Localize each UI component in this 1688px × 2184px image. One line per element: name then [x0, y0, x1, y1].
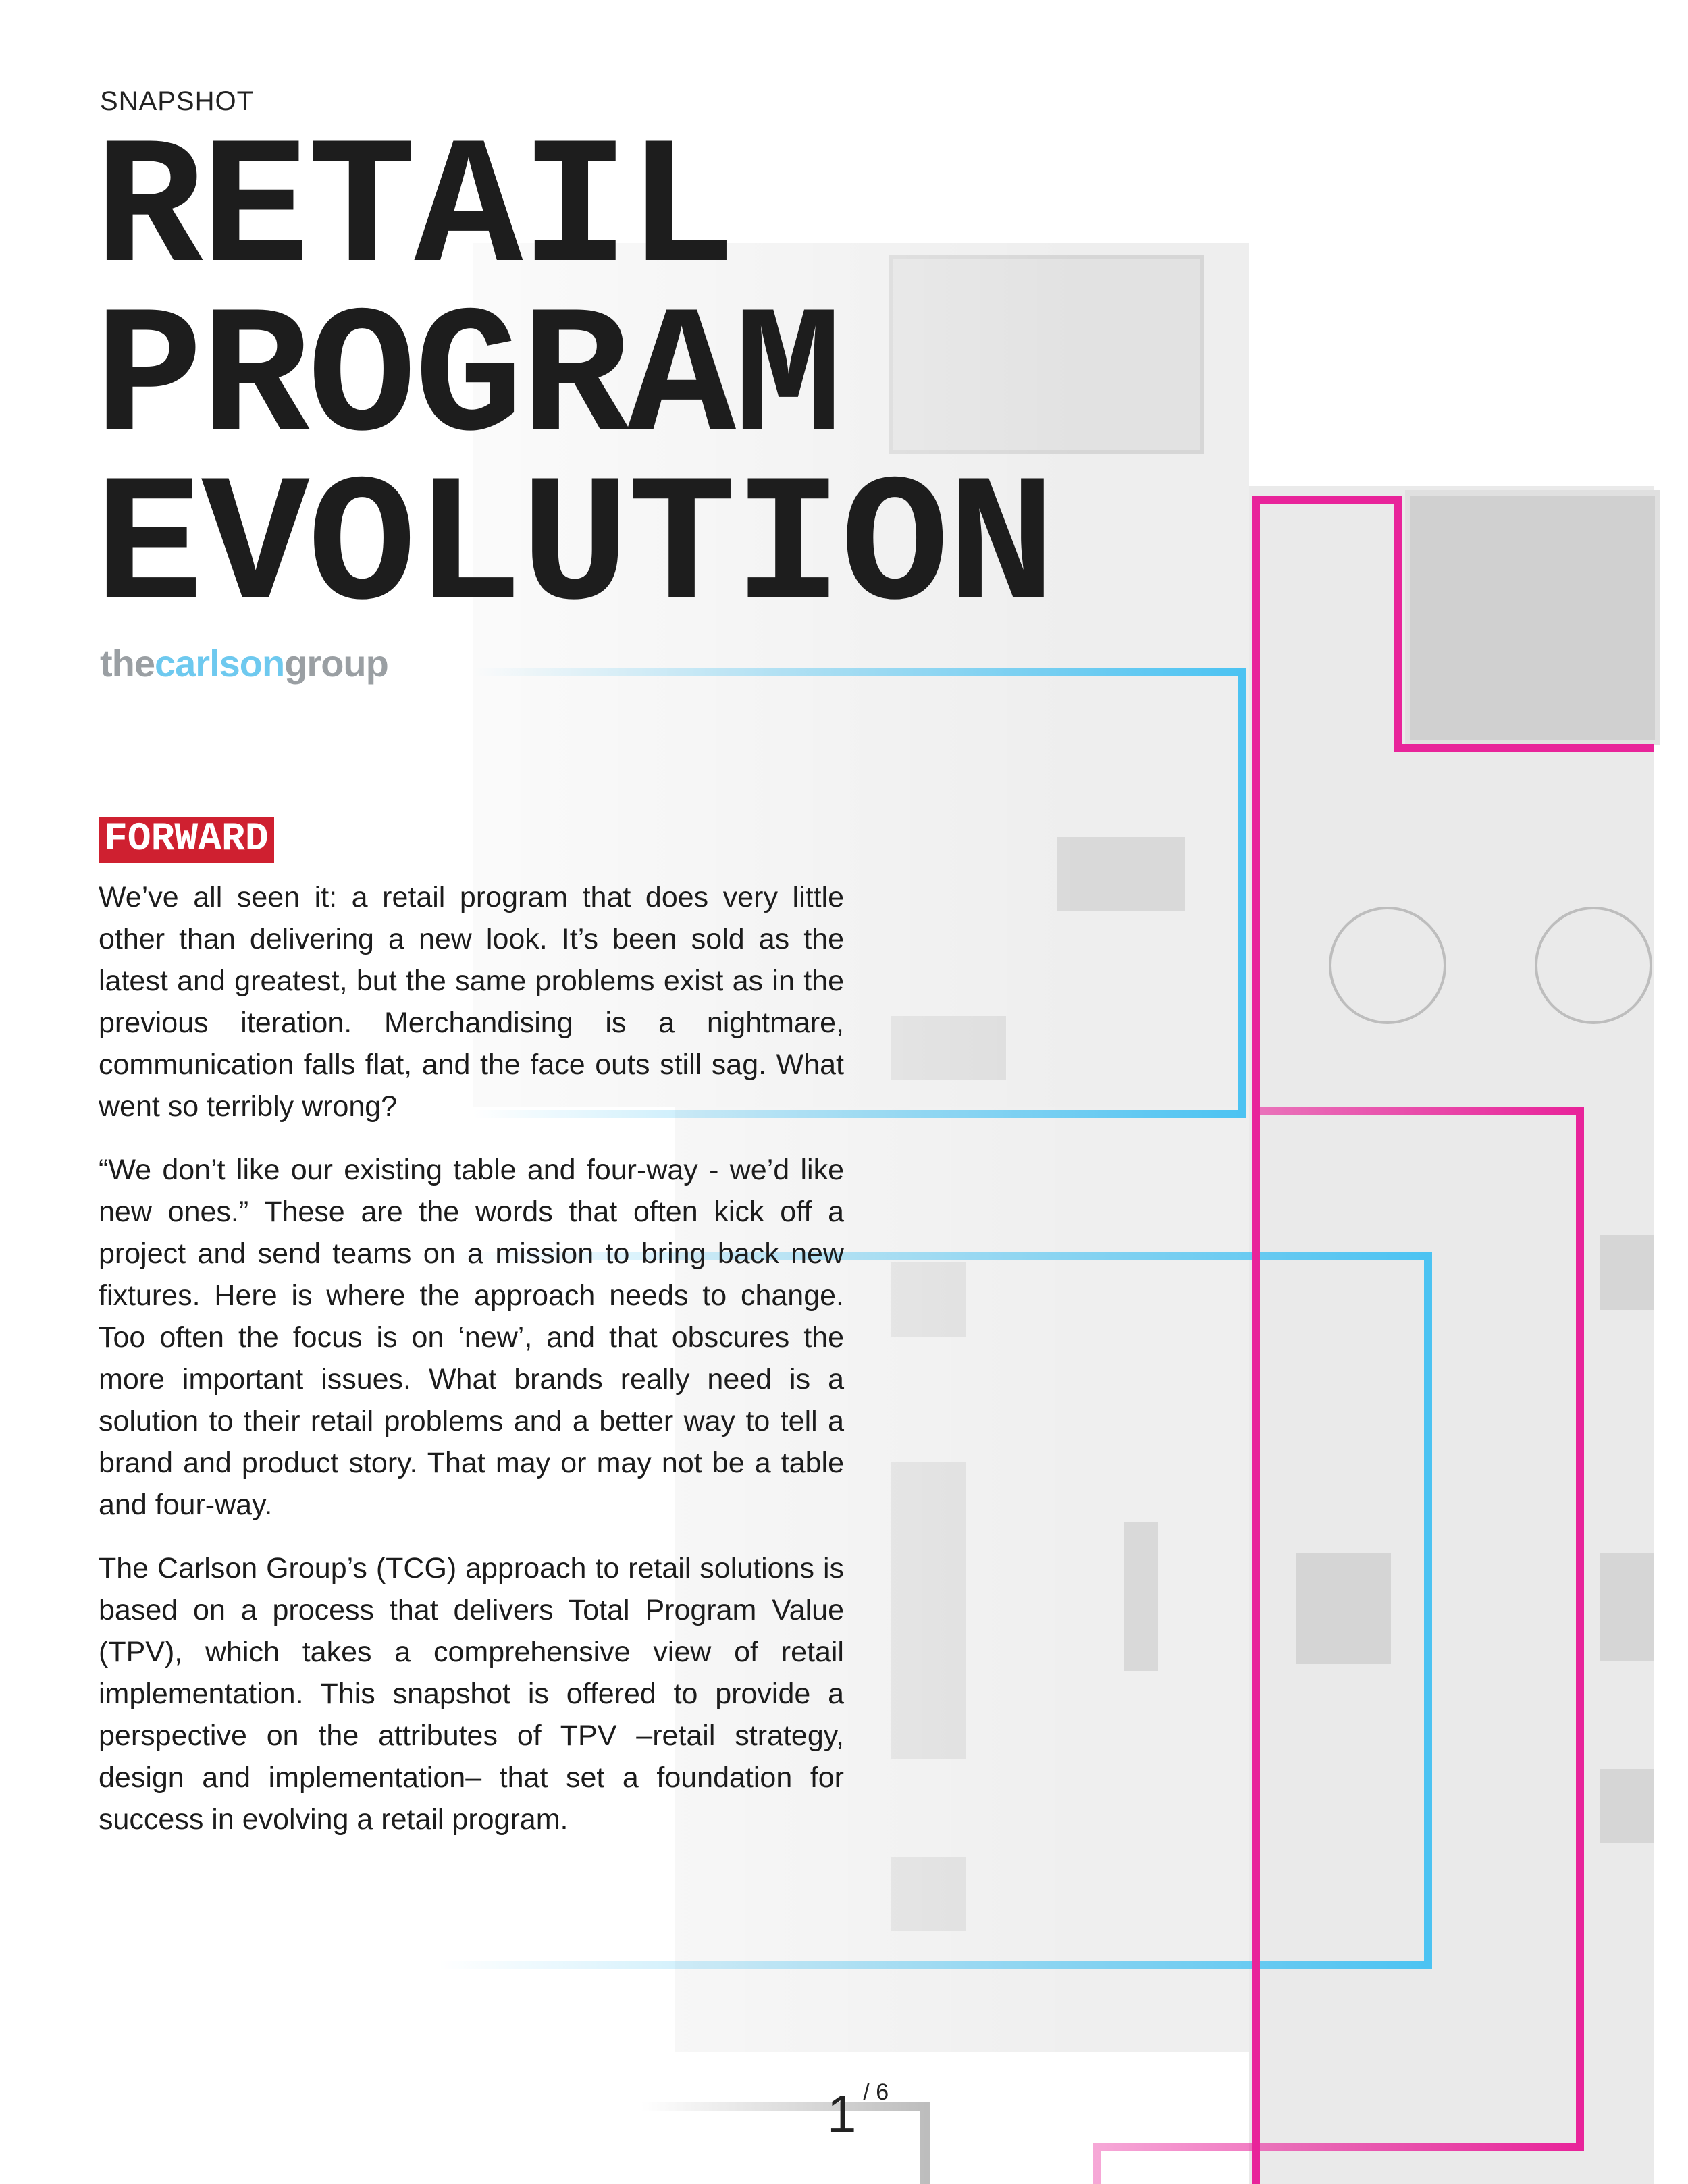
- page-title: [95, 110, 1054, 652]
- page-current: 1: [827, 2084, 857, 2143]
- page-number: [827, 2079, 889, 2145]
- paragraph: We’ve all seen it: a retail program that does very little other than delivering a new look. It’s been sold as the latest and greatest, but the same problems exist as in the previous iteration. Merchandising is a nightmare, communication falls flat, and the face outs still sag. What went so terribly wrong?: [99, 881, 844, 1123]
- page-total: / 6: [863, 2079, 889, 2105]
- body-text: [99, 876, 844, 1862]
- title-line: RETAIL: [95, 110, 734, 315]
- title-line: EVOLUTION: [95, 448, 1054, 652]
- paragraph: “We don’t like our existing table and four-way - we’d like new ones.” These are the words that often kick off a project and send teams on a mission to bring back new fixtures. Here is where the approach needs to change. Too often the focus is on ‘new’, and that obscures the more important issues. What brands really need is a solution to their retail problems and a better way to tell a brand and product story. That may or may not be a table and four-way.: [99, 1154, 844, 1521]
- company-logo: [100, 641, 388, 685]
- eyebrow-label: SNAPSHOT: [100, 86, 255, 116]
- logo-part-group: group: [284, 642, 388, 685]
- paragraph: The Carlson Group’s (TCG) approach to retail solutions is based on a process that delivers Total Program Value (TPV), which takes a comprehensive view of retail implementation. This snapshot is offered to provide a perspective on the attributes of TPV –retail strategy, design and implementation– that set a foundation for success in evolving a retail program.: [99, 1552, 844, 1836]
- section-tag: FORWARD: [99, 817, 274, 863]
- logo-part-the: the: [100, 642, 155, 685]
- title-line: PROGRAM: [95, 279, 841, 483]
- logo-part-carlson: carlson: [155, 642, 285, 685]
